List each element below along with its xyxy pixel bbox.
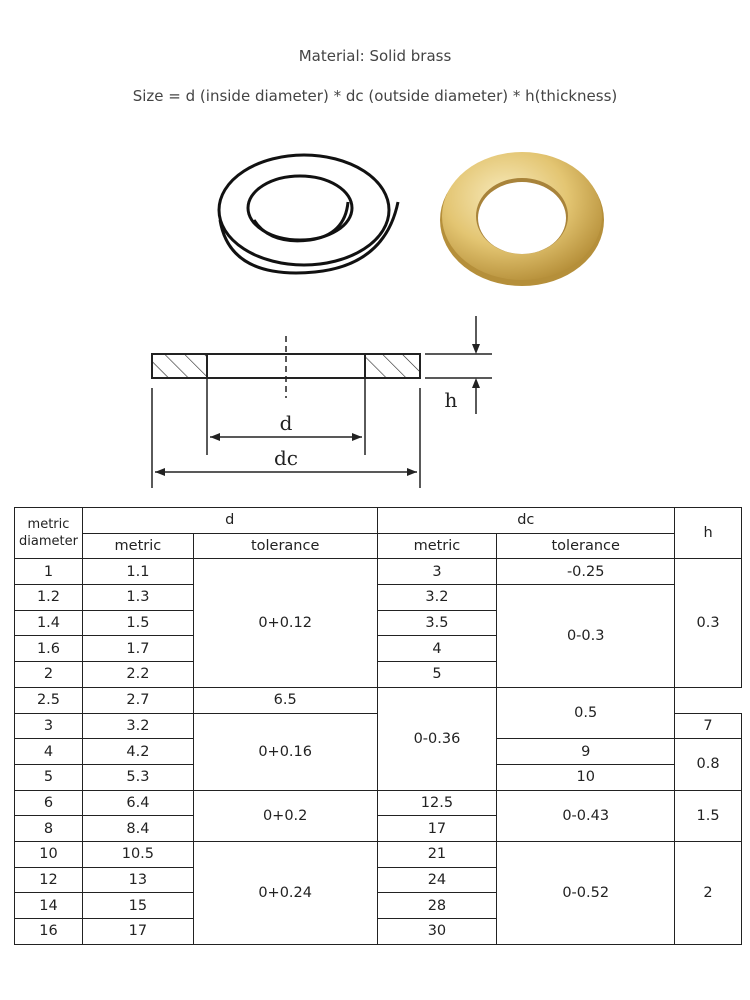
dc-tolerance-cell: 0-0.52 [497, 841, 675, 944]
header-d-metric: metric [82, 533, 193, 559]
header-dc-metric: metric [377, 533, 497, 559]
dc-metric-cell: 9 [497, 739, 675, 765]
table-subheader-row [15, 533, 742, 559]
d-metric-cell: 17 [82, 919, 193, 945]
dc-metric-cell: 10 [497, 764, 675, 790]
dc-metric-cell: 28 [377, 893, 497, 919]
size-cell: 5 [15, 764, 83, 790]
table-row [15, 585, 742, 611]
washer-section-drawing [120, 310, 520, 495]
dc-metric-cell: 24 [377, 867, 497, 893]
header-d-tolerance: tolerance [193, 533, 377, 559]
header-metric-diameter [15, 508, 83, 559]
label-h: h [444, 388, 458, 412]
h-cell: 0.8 [675, 739, 742, 790]
size-cell: 2.5 [15, 687, 83, 713]
size-cell: 1.4 [15, 610, 83, 636]
size-cell: 6 [15, 790, 83, 816]
dc-metric-cell: 3 [377, 559, 497, 585]
dc-tolerance-cell: -0.25 [497, 559, 675, 585]
d-metric-cell: 3.2 [82, 713, 193, 739]
d-metric-cell: 15 [82, 893, 193, 919]
d-metric-cell: 1.5 [82, 610, 193, 636]
washer-line-drawing [200, 140, 415, 280]
size-cell: 1 [15, 559, 83, 585]
size-cell: 8 [15, 816, 83, 842]
d-tolerance-cell: 0+0.2 [193, 790, 377, 841]
dc-tolerance-cell: 0-0.3 [497, 585, 675, 688]
size-cell: 1.2 [15, 585, 83, 611]
d-metric-cell: 1.3 [82, 585, 193, 611]
h-cell: 2 [675, 841, 742, 944]
dc-metric-cell: 3.2 [377, 585, 497, 611]
d-metric-cell: 1.1 [82, 559, 193, 585]
d-metric-cell: 1.7 [82, 636, 193, 662]
header-metric-diameter-line2: diameter [19, 534, 78, 550]
size-cell: 2 [15, 662, 83, 688]
h-cell: 0.3 [675, 559, 742, 687]
dc-metric-cell: 3.5 [377, 610, 497, 636]
size-cell: 12 [15, 867, 83, 893]
size-cell: 3 [15, 713, 83, 739]
d-tolerance-cell: 0+0.24 [193, 841, 377, 944]
d-metric-cell: 5.3 [82, 764, 193, 790]
d-metric-cell: 8.4 [82, 816, 193, 842]
d-metric-cell: 6.4 [82, 790, 193, 816]
dc-metric-cell: 7 [675, 713, 742, 739]
size-cell: 16 [15, 919, 83, 945]
dc-tolerance-cell: 0-0.36 [377, 687, 497, 790]
header-d: d [82, 508, 377, 534]
dc-metric-cell: 6.5 [193, 687, 377, 713]
d-metric-cell: 10.5 [82, 841, 193, 867]
h-cell: 1.5 [675, 790, 742, 841]
table-row [15, 790, 742, 816]
spec-table [14, 507, 742, 945]
d-tolerance-cell: 0+0.16 [193, 713, 377, 790]
brass-washer-photo [430, 140, 615, 290]
dc-tolerance-cell: 0-0.43 [497, 790, 675, 841]
header-metric-diameter-line1: metric [27, 517, 70, 533]
d-metric-cell: 2.2 [82, 662, 193, 688]
d-tolerance-cell: 0+0.12 [193, 559, 377, 687]
header-dc: dc [377, 508, 675, 534]
d-metric-cell: 13 [82, 867, 193, 893]
size-cell: 1.6 [15, 636, 83, 662]
table-row [15, 559, 742, 585]
header-dc-tolerance: tolerance [497, 533, 675, 559]
size-cell: 14 [15, 893, 83, 919]
table-row [15, 841, 742, 867]
dc-metric-cell: 21 [377, 841, 497, 867]
d-metric-cell: 4.2 [82, 739, 193, 765]
dc-metric-cell: 30 [377, 919, 497, 945]
dc-metric-cell: 12.5 [377, 790, 497, 816]
label-d: d [279, 411, 293, 435]
size-cell: 10 [15, 841, 83, 867]
header-h: h [675, 508, 742, 559]
label-dc: dc [273, 446, 299, 470]
table-row [15, 687, 742, 713]
d-metric-cell: 2.7 [82, 687, 193, 713]
h-cell: 0.5 [497, 687, 675, 738]
dc-metric-cell: 4 [377, 636, 497, 662]
table-header-row [15, 508, 742, 534]
size-formula-text: Size = d (inside diameter) * dc (outside diameter) * h(thickness) [132, 87, 618, 105]
dc-metric-cell: 17 [377, 816, 497, 842]
dc-metric-cell: 5 [377, 662, 497, 688]
size-cell: 4 [15, 739, 83, 765]
material-text: Material: Solid brass [298, 47, 452, 65]
